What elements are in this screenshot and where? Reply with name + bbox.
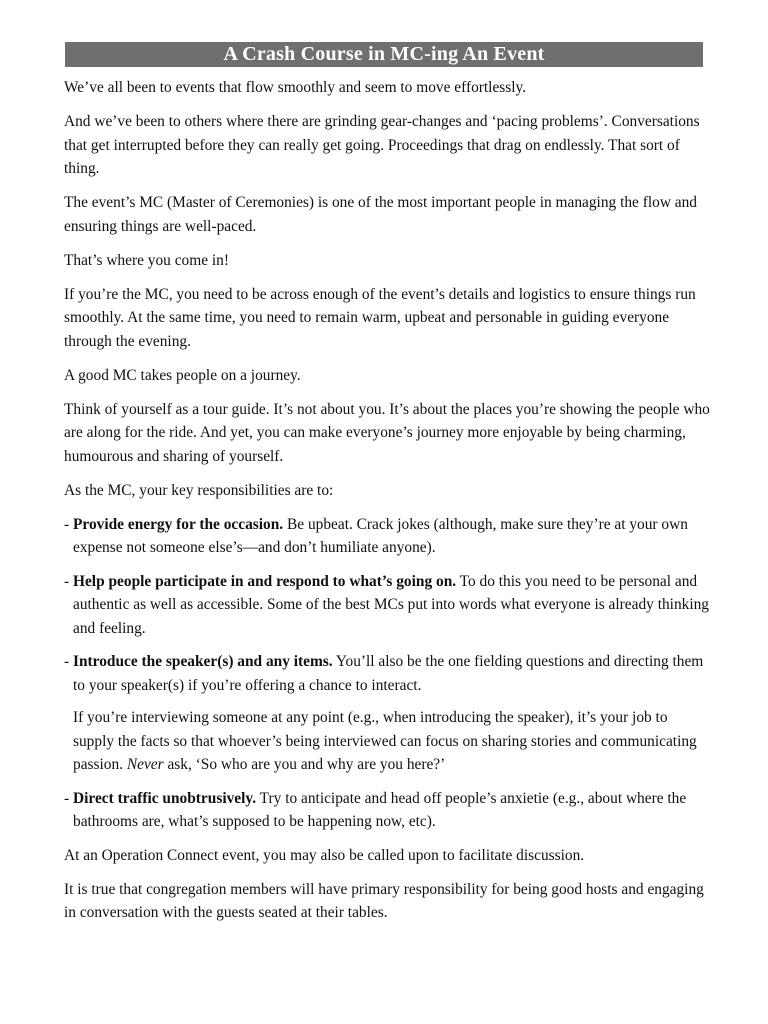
interview-note-text-end: ask, ‘So who are you and why are you here?’ — [163, 756, 446, 773]
list-item-lead: Provide energy for the occasion. — [73, 515, 284, 533]
list-item-lead: Direct traffic unobtrusively. — [73, 789, 257, 807]
list-item — [64, 513, 712, 560]
paragraph: We’ve all been to events that flow smoothly and seem to move effortlessly. — [64, 79, 527, 96]
paragraph: It is true that congregation members will have primary responsibility for being good hosts and engaging in conversation with the guests seated at their tables. — [64, 880, 704, 921]
list-item — [64, 570, 712, 641]
interview-note-text: If you’re interviewing someone at any point (e.g., when introducing the speaker), it’s your job to supply the facts so that whoever’s being interviewed can focus on sharing stories and communicating passion. — [73, 709, 697, 773]
paragraph: At an Operation Connect event, you may also be called upon to facilitate discussion. — [64, 846, 585, 864]
list-item-text: You’ll also be the one fielding questions and directing them to your speaker(s) if you’re offering a chance to interact. — [73, 653, 704, 694]
list-dash: - — [64, 653, 70, 670]
list-item — [64, 787, 712, 834]
list-dash: - — [64, 515, 70, 533]
list-item-lead: Help people participate in and respond to what’s going on. — [73, 572, 457, 590]
paragraph: The event’s MC (Master of Ceremonies) is one of the most important people in managing the flow and ensuring things are well-paced. — [64, 194, 698, 235]
paragraph: And we’ve been to others where there are grinding gear-changes and ‘pacing problems’. Conversations that get interrupted before they can really get going. Proceedings that drag on endlessly. That sort of thing. — [64, 113, 700, 177]
list-item-lead: Introduce the speaker(s) and any items. — [73, 653, 333, 670]
paragraph: That’s where you come in! — [64, 251, 229, 269]
document-body — [64, 76, 712, 935]
interview-note-emphasis: Never — [126, 756, 164, 773]
list-dash: - — [64, 572, 70, 590]
list-item-text: Try to anticipate and head off people’s anxietie (e.g., about where the bathrooms are, what’s supposed to be happening now, etc). — [73, 789, 687, 830]
responsibilities-list — [64, 513, 712, 698]
paragraph: A good MC takes people on a journey. — [64, 366, 301, 384]
list-item-text: Be upbeat. Crack jokes (although, make sure they’re at your own expense not someone else’s—and don’t humiliate anyone). — [73, 515, 688, 556]
interview-note — [64, 706, 712, 777]
list-dash: - — [64, 789, 70, 807]
responsibilities-list-continued — [64, 787, 712, 834]
list-item — [64, 650, 712, 697]
paragraph: Think of yourself as a tour guide. It’s not about you. It’s about the places you’re showing the people who are along for the ride. And yet, you can make everyone’s journey more enjoyable by being charming, humourous and sharing of yourself. — [64, 400, 710, 465]
paragraph: If you’re the MC, you need to be across enough of the event’s details and logistics to ensure things run smoothly. At the same time, you need to remain warm, upbeat and personable in guiding everyone through the evening. — [64, 285, 696, 350]
document-title: A Crash Course in MC-ing An Event — [65, 42, 703, 67]
list-item-text: To do this you need to be personal and authentic as well as accessible. Some of the best MCs put into words what everyone is already thinking and feeling. — [73, 572, 709, 637]
paragraph: As the MC, your key responsibilities are to: — [64, 481, 334, 499]
